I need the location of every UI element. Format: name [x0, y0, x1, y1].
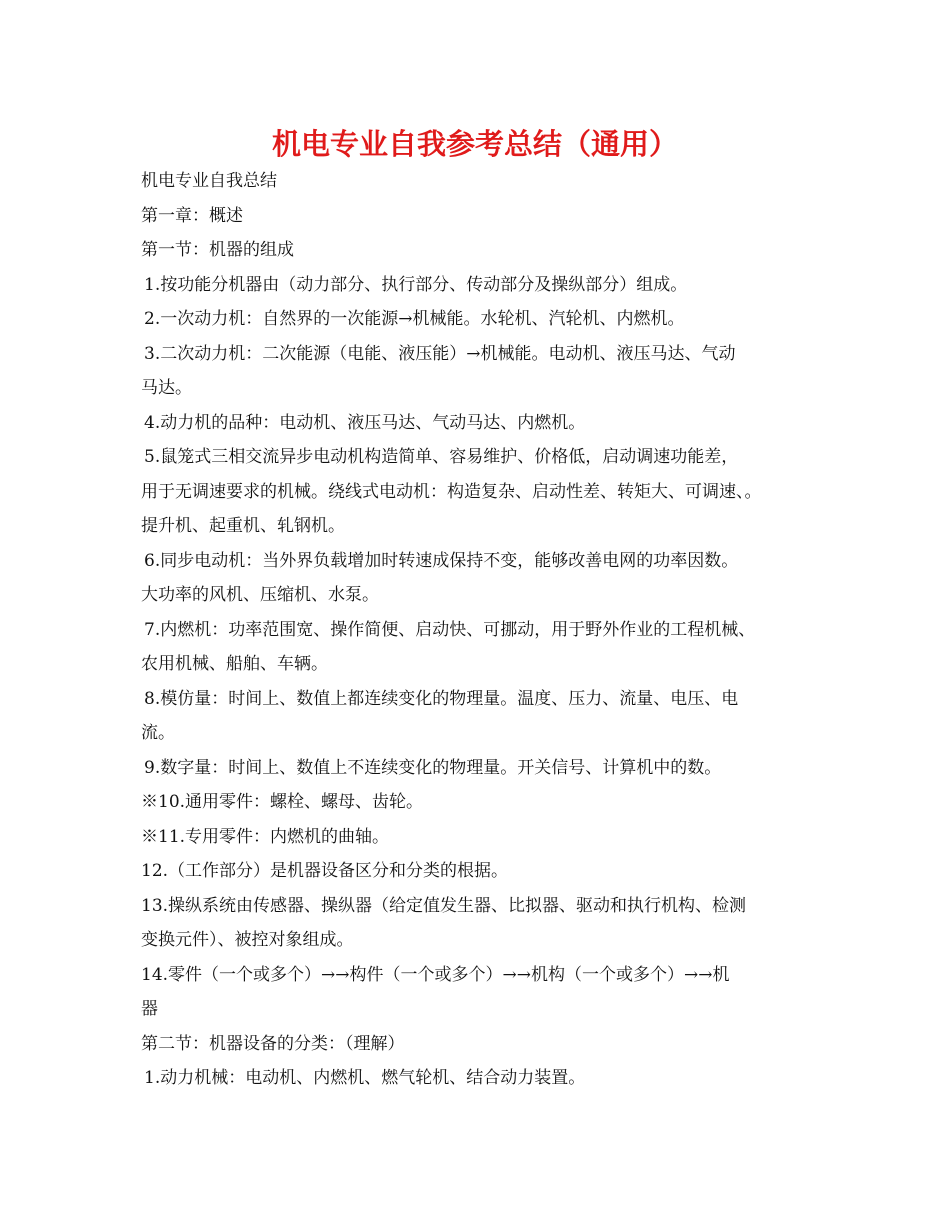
body-line-1: 机电专业自我总结 — [141, 171, 277, 191]
body-line-20: ※11.专用零件：内燃机的曲轴。 — [141, 826, 390, 847]
document-title: 机电专业自我参考总结（通用） — [271, 127, 678, 161]
body-line-3: 第一节：机器的组成 — [141, 240, 294, 260]
body-line-17: 流。 — [141, 723, 175, 743]
body-line-9: 5.鼠笼式三相交流异步电动机构造简单、容易维护、价格低，启动调速功能差， — [144, 447, 739, 467]
body-line-22: 13.操纵系统由传感器、操纵器（给定值发生器、比拟器、驱动和执行机构、检测 — [141, 895, 747, 916]
body-line-26: 第二节：机器设备的分类：（理解） — [141, 1033, 405, 1054]
body-line-14: 7.内燃机：功率范围宽、操作简便、启动快、可挪动，用于野外作业的工程机械、 — [144, 619, 756, 640]
body-line-5: 2.一次动力机：自然界的一次能源→机械能。水轮机、汽轮机、内燃机。 — [144, 309, 685, 329]
body-line-10: 用于无调速要求的机械。绕线式电动机：构造复杂、启动性差、转矩大、可调速、。 — [141, 481, 762, 502]
body-line-8: 4.动力机的品种：电动机、液压马达、气动马达、内燃机。 — [144, 412, 586, 433]
body-line-2: 第一章：概述 — [141, 205, 243, 226]
body-line-12: 6.同步电动机：当外界负载增加时转速成保持不变，能够改善电网的功率因数。 — [144, 550, 739, 571]
body-line-18: 9.数字量：时间上、数值上不连续变化的物理量。开关信号、计算机中的数。 — [144, 757, 722, 778]
body-line-25: 器 — [141, 999, 158, 1019]
body-line-19: ※10.通用零件：螺栓、螺母、齿轮。 — [141, 792, 424, 812]
body-line-27: 1.动力机械：电动机、内燃机、燃气轮机、结合动力装置。 — [144, 1068, 586, 1088]
body-line-7: 马达。 — [141, 378, 192, 398]
document-body — [141, 164, 821, 1096]
body-line-21: 12.（工作部分）是机器设备区分和分类的根据。 — [141, 861, 509, 881]
body-line-23: 变换元件）、被控对象组成。 — [141, 930, 354, 950]
body-line-16: 8.模仿量：时间上、数值上都连续变化的物理量。温度、压力、流量、电压、电 — [144, 688, 739, 709]
body-line-6: 3.二次动力机：二次能源（电能、液压能）→机械能。电动机、液压马达、气动 — [144, 343, 736, 364]
body-line-4: 1.按功能分机器由（动力部分、执行部分、传动部分及操纵部分）组成。 — [144, 274, 688, 295]
body-line-11: 提升机、起重机、轧钢机。 — [141, 516, 345, 536]
body-line-13: 大功率的风机、压缩机、水泵。 — [141, 585, 379, 605]
body-line-24: 14.零件（一个或多个）→→构件（一个或多个）→→机构（一个或多个）→→机 — [141, 964, 730, 985]
body-line-15: 农用机械、船舶、车辆。 — [141, 654, 328, 674]
